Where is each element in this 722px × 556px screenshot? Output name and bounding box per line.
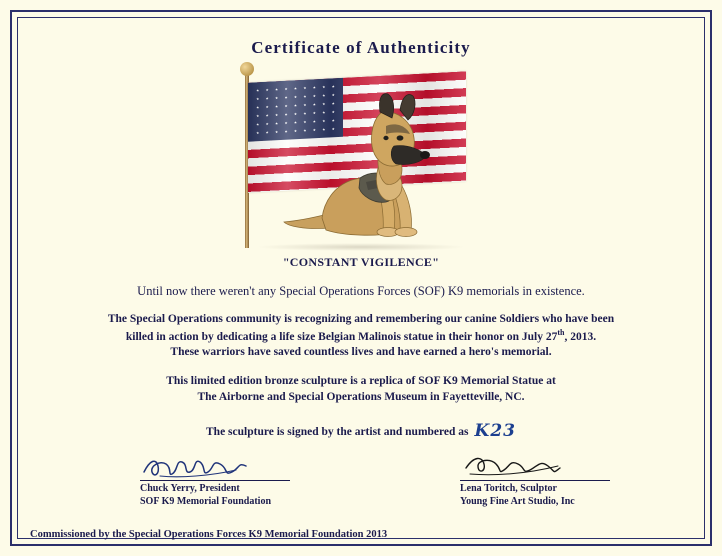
handwritten-signature-president-icon (140, 454, 370, 480)
lead-paragraph: Until now there weren't any Special Operations Forces (SOF) K9 memorials in existence. (137, 284, 585, 298)
ground-shadow (256, 243, 466, 251)
belgian-malinois-dog-icon (282, 90, 457, 253)
edition-number-label: The sculpture is signed by the artist and numbered as (206, 426, 469, 439)
body-paragraph-1-line-2-b: , 2013. (564, 330, 597, 343)
signature-rule-president (140, 480, 290, 481)
body-paragraph-2-line-1: This limited edition bronze sculpture is a replica of SOF K9 Memorial Statue at (166, 375, 556, 388)
signature-name-sculptor: Lena Toritch, Sculptor (460, 483, 557, 495)
body-paragraph-1-line-1: The Special Operations community is recognizing and remembering our canine Soldiers who have been (107, 313, 615, 325)
motto-quote: "CONSTANT VIGILENCE" (282, 255, 440, 269)
signature-org-sculptor: Young Fine Art Studio, Inc (460, 495, 575, 507)
edition-number-line (30, 420, 692, 440)
signature-rule-sculptor (460, 480, 610, 481)
date-ordinal-suffix: th (557, 327, 565, 337)
commission-note: Commissioned by the Special Operations Forces K9 Memorial Foundation 2013 (30, 529, 388, 540)
page-title: Certificate of Authenticity (251, 38, 471, 57)
body-paragraph-2-line-2: The Airborne and Special Operations Museum in Fayetteville, NC. (197, 390, 525, 403)
certificate-content (30, 26, 692, 530)
body-paragraph-1-line-2 (30, 328, 692, 345)
body-paragraph-1-line-3: These warriors have saved countless lives and have earned a hero's memorial. (170, 345, 552, 358)
signature-name-president: Chuck Yerry, President (140, 483, 240, 495)
body-paragraph-2 (30, 374, 692, 405)
signature-block-sculptor (460, 454, 690, 508)
flag-and-dog-illustration (196, 68, 526, 253)
edition-number-value: K23 (474, 421, 516, 442)
signature-block-president (140, 454, 370, 508)
certificate-artwork (30, 68, 692, 253)
body-paragraph-1 (30, 312, 692, 360)
flag-pole-finial-icon (240, 62, 254, 76)
handwritten-signature-sculptor-icon (460, 454, 690, 480)
body-paragraph-1-line-2-a: killed in action by dedicating a life size Belgian Malinois statue in their honor on July 27 (125, 330, 558, 343)
signature-area (30, 454, 692, 514)
signature-org-president: SOF K9 Memorial Foundation (140, 495, 272, 507)
